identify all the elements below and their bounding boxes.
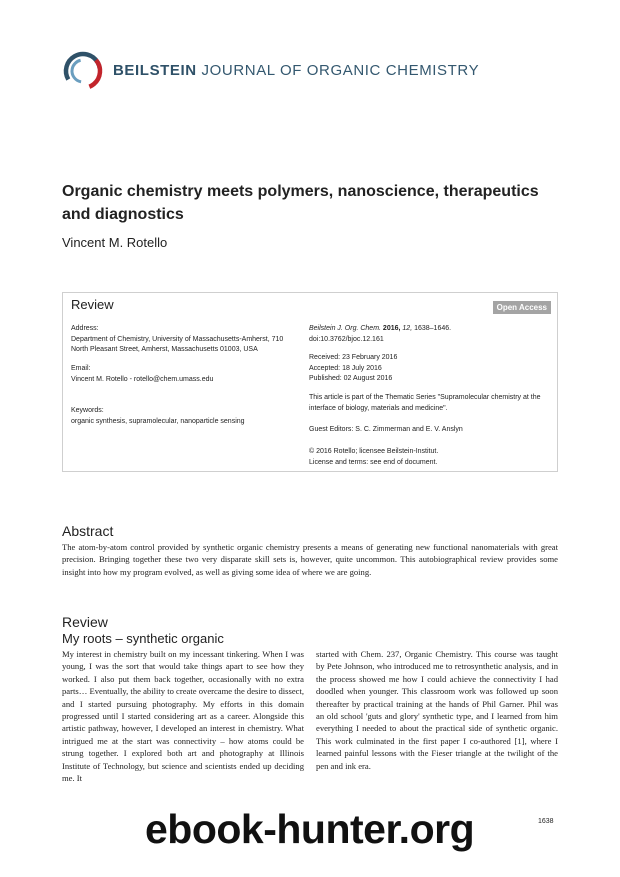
accepted-date: Accepted: 18 July 2016 <box>309 364 382 372</box>
dates-block <box>309 353 549 385</box>
copyright-block <box>309 447 549 468</box>
address-label: Address: <box>71 325 99 332</box>
keywords-label: Keywords: <box>71 407 104 414</box>
series-text: This article is part of the Thematic Series "Supramolecular chemistry at the interface of biology, materials and medicine". <box>309 394 541 412</box>
journal-name-rest: JOURNAL OF ORGANIC CHEMISTRY <box>201 62 480 79</box>
license-text[interactable]: License and terms: see end of document. <box>309 458 438 466</box>
open-access-badge[interactable]: Open Access <box>493 301 551 314</box>
article-info-box <box>62 292 558 472</box>
subsection-heading: My roots – synthetic organic <box>62 631 224 646</box>
copyright-text: © 2016 Rotello; licensee Beilstein-Institut. <box>309 448 439 455</box>
email-text[interactable]: Vincent M. Rotello - rotello@chem.umass.edu <box>71 375 214 383</box>
received-date: Received: 23 February 2016 <box>309 354 398 361</box>
keywords-text: organic synthesis, supramolecular, nanoparticle sensing <box>71 417 245 425</box>
body-column-1: My interest in chemistry built on my incessant tinkering. When I was young, I was the sort that would take things apart to see how they worked. I also put them back together, occasionally with no extra parts… Eventually, the ability to create overcame the desire to dissect, and I started pursuing photography. My efforts in this domain progressed until I started considering art as a career. Alongside this artistic pathway, however, I developed an interest in chemistry. What intrigued me at the start was connectivity – how atoms could be strung together. I explored both art and photography at Illinois Institute of Technology, but science and scientists ended up deciding me. It <box>62 649 304 784</box>
abstract-text: The atom-by-atom control provided by synthetic organic chemistry presents a means of generating new functional nanomaterials with great precision. Bringing together these two very disparate skill sets is, however, quite uncommon. This autobiographical review provides some insight into how my program evolved, as well as giving some idea of where we are going. <box>62 542 558 577</box>
page-number: 1638 <box>538 818 554 825</box>
email-label: Email: <box>71 365 91 372</box>
address-text: Department of Chemistry, University of Massachusetts-Amherst, 710 North Pleasant Street, Amherst, Massachusetts 01003, USA <box>71 335 284 353</box>
watermark-text: ebook-hunter.org <box>145 806 475 852</box>
keywords-block <box>71 406 299 427</box>
doi-link[interactable]: doi:10.3762/bjoc.12.161 <box>309 335 384 343</box>
abstract-heading: Abstract <box>62 523 114 539</box>
journal-name <box>113 62 479 79</box>
journal-name-bold: BEILSTEIN <box>113 62 197 79</box>
citation-year: 2016, <box>382 325 401 332</box>
citation-volume: 12, <box>402 325 413 332</box>
body-column-2: started with Chem. 237, Organic Chemistry. This course was taught by Pete Johnson, who introduced me to retrosynthetic analysis, and in the process showed me how I could achieve the connectivity I had doodled when younger. This classroom work was followed up soon thereafter by practical training at the hands of Phil Garner. Phil was an old school 'guts and glory' synthetic type, and I learned from him everything I needed to about the practical side of synthetic organic. This work culminated in the first paper I co-authored [1], where I learned painful lessons with the Fieser triangle at the twilight of the pen and ink era. <box>316 649 558 771</box>
email-block <box>71 364 299 385</box>
citation-line <box>309 324 549 335</box>
citation-journal: Beilstein J. Org. Chem. <box>309 325 381 332</box>
review-heading: Review <box>71 297 114 312</box>
citation-pages: 1638–1646. <box>414 325 452 332</box>
citation-block <box>309 324 549 345</box>
journal-logo-icon <box>62 50 104 92</box>
review-section-heading: Review <box>62 614 108 630</box>
address-block <box>71 324 299 356</box>
article-title: Organic chemistry meets polymers, nanoscience, therapeutics and diagnostics <box>62 183 539 223</box>
guest-editors: Guest Editors: S. C. Zimmerman and E. V. Anslyn <box>309 426 463 433</box>
article-author: Vincent M. Rotello <box>62 235 168 250</box>
published-date: Published: 02 August 2016 <box>309 375 393 382</box>
